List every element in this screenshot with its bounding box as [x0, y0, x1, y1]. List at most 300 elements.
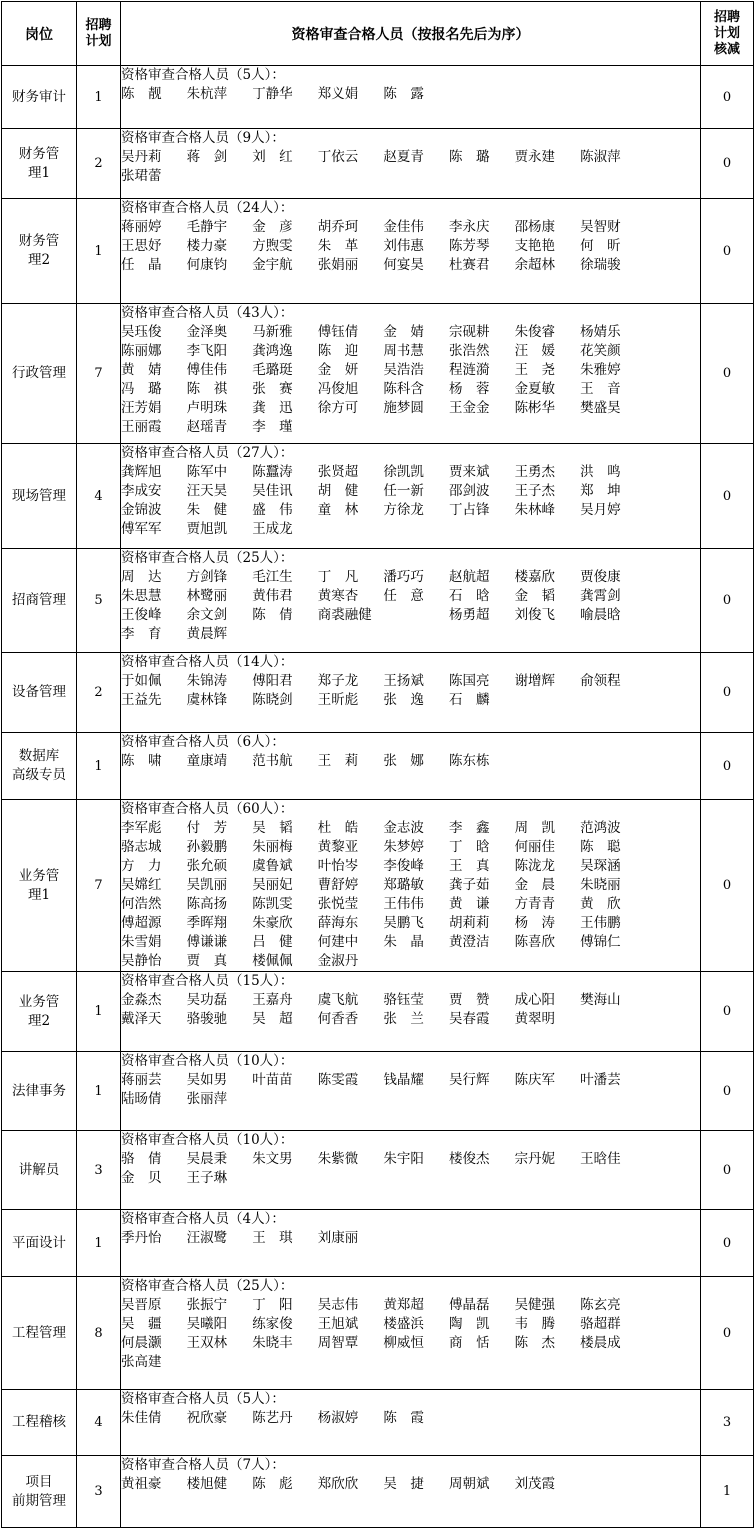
position-cell: 讲解员: [2, 1131, 77, 1210]
candidate-name: 王伟伟: [383, 896, 424, 912]
reduce-cell: 0: [701, 304, 754, 444]
reduce-cell: 3: [701, 1390, 754, 1456]
table-row: [2, 733, 754, 800]
name-list: [121, 1409, 700, 1428]
qualified-count-text: 资格审查合格人员（7人）：: [121, 1457, 285, 1473]
candidate-name: 骆志城: [121, 839, 162, 855]
candidate-name: 张娟丽: [317, 257, 359, 273]
candidate-name: 余文剑: [186, 607, 228, 623]
candidate-name: 傅谦谦: [186, 934, 228, 950]
candidate-name: 王伟鹏: [580, 915, 621, 931]
candidate-name: 吴 疆: [121, 1316, 162, 1332]
candidate-name: 王旭斌: [317, 1316, 359, 1332]
name-list: [121, 1071, 700, 1109]
candidate-name: 邵杨康: [514, 219, 556, 235]
candidate-name: 成心阳: [514, 992, 556, 1008]
table-row: [2, 653, 754, 733]
candidate-name: 周 达: [121, 569, 162, 585]
candidate-name: 洪 鸣: [580, 464, 621, 480]
candidate-name: 蒋丽婷: [121, 219, 162, 235]
candidate-name: 吴珏俊: [121, 324, 162, 340]
candidate-name: 赵航超: [448, 569, 490, 585]
table-row: [2, 972, 754, 1052]
candidate-name: 刘康丽: [317, 1230, 359, 1246]
qualified-count-text: 资格审查合格人员（6人）：: [121, 734, 285, 750]
candidate-name: 朱宇阳: [383, 1151, 424, 1167]
plan-cell: 4: [77, 444, 121, 549]
candidate-name: 杨 蓉: [448, 381, 490, 397]
candidate-name: 刘茂霞: [514, 1476, 556, 1492]
qualified-count-text: 资格审查合格人员（4人）：: [121, 1211, 285, 1227]
qualified-count-text: 资格审查合格人员（25人）：: [121, 1278, 294, 1294]
candidate-name: 盛 伟: [252, 502, 293, 518]
candidate-name: 吴晨秉: [186, 1151, 228, 1167]
qualified-list-cell: [121, 199, 701, 304]
candidate-name: 曹舒婷: [317, 877, 359, 893]
candidate-name: 李俊峰: [383, 858, 424, 874]
candidate-name: 喻晨晗: [580, 607, 621, 623]
qualified-list-cell: [121, 66, 701, 129]
candidate-name: 谢增辉: [514, 673, 556, 689]
candidate-name: 陈芳琴: [448, 238, 490, 254]
candidate-name: 傅晶磊: [448, 1297, 490, 1313]
plan-cell: 1: [77, 1052, 121, 1131]
qualified-count-text: 资格审查合格人员（60人）：: [121, 801, 294, 817]
header-plan: 招聘 计划: [77, 2, 121, 66]
candidate-name: 吴琛涵: [580, 858, 621, 874]
name-list: [121, 85, 700, 104]
candidate-name: 张 兰: [383, 1011, 424, 1027]
candidate-name: 陈 啸: [121, 753, 162, 769]
candidate-name: 王俊峰: [121, 607, 162, 623]
plan-cell: 1: [77, 199, 121, 304]
candidate-name: 汪淑鹭: [186, 1230, 228, 1246]
qualified-count-text: 资格审查合格人员（5人）：: [121, 1391, 285, 1407]
name-list: [121, 1229, 700, 1248]
candidate-name: 王金金: [448, 400, 490, 416]
position-cell: 数据库 高级专员: [2, 733, 77, 800]
candidate-name: 宗丹妮: [514, 1151, 556, 1167]
candidate-name: 傅锦仁: [580, 934, 621, 950]
candidate-name: 张贤超: [317, 464, 359, 480]
candidate-name: 朱晓丽: [580, 877, 621, 893]
candidate-name: 毛江生: [252, 569, 293, 585]
candidate-name: 吴健强: [514, 1297, 556, 1313]
candidate-name: 李成安: [121, 483, 162, 499]
candidate-name: 贾旭凯: [186, 521, 228, 537]
candidate-name: 任一新: [383, 483, 424, 499]
reduce-cell: 0: [701, 972, 754, 1052]
candidate-name: 杜 皓: [317, 820, 359, 836]
candidate-name: 黄 婧: [121, 362, 162, 378]
candidate-name: 黄 欣: [580, 896, 621, 912]
name-list: [121, 218, 700, 275]
candidate-name: 郑欣欣: [317, 1476, 359, 1492]
candidate-name: 陈喜欣: [514, 934, 556, 950]
candidate-name: 陈泷龙: [514, 858, 556, 874]
candidate-name: 黄黎亚: [317, 839, 359, 855]
candidate-name: 蒋 剑: [186, 149, 228, 165]
table-row: [2, 1052, 754, 1131]
candidate-name: 金 晨: [514, 877, 556, 893]
candidate-name: 祝欣豪: [186, 1410, 228, 1426]
candidate-name: 陈淑萍: [580, 149, 621, 165]
candidate-name: 郑子龙: [317, 673, 359, 689]
candidate-name: 陈 倩: [252, 607, 293, 623]
candidate-name: 金淑丹: [317, 953, 359, 969]
candidate-name: 张悦莹: [317, 896, 359, 912]
position-cell: 法律事务: [2, 1052, 77, 1131]
candidate-name: 徐瑞骏: [580, 257, 621, 273]
candidate-name: 余超林: [514, 257, 556, 273]
candidate-name: 朱丽梅: [252, 839, 293, 855]
candidate-name: 商裘融健: [317, 607, 372, 623]
table-row: [2, 304, 754, 444]
candidate-name: 何晨灏: [121, 1335, 162, 1351]
candidate-name: 王嘉舟: [252, 992, 293, 1008]
candidate-name: 陈军中: [186, 464, 228, 480]
candidate-name: 贾 真: [186, 953, 228, 969]
table-row: [2, 1210, 754, 1277]
qualified-count-text: 资格审查合格人员（15人）：: [121, 973, 294, 989]
candidate-name: 王丽霞: [121, 419, 162, 435]
candidate-name: 金 贝: [121, 1170, 162, 1186]
candidate-name: 郑璐敏: [383, 877, 424, 893]
candidate-name: 吴志伟: [317, 1297, 359, 1313]
candidate-name: 周书慧: [383, 343, 424, 359]
candidate-name: 骆钰莹: [383, 992, 424, 1008]
candidate-name: 龚子茹: [448, 877, 490, 893]
candidate-name: 方徐龙: [383, 502, 424, 518]
candidate-name: 黄 谦: [448, 896, 490, 912]
table-row: [2, 199, 754, 304]
candidate-name: 毛璐珽: [252, 362, 293, 378]
candidate-name: 季丹怡: [121, 1230, 162, 1246]
candidate-name: 陈 彪: [252, 1476, 293, 1492]
candidate-name: 陈 聪: [580, 839, 621, 855]
candidate-name: 吴功磊: [186, 992, 228, 1008]
candidate-name: 陈 璐: [448, 149, 490, 165]
candidate-name: 王成龙: [252, 521, 293, 537]
table-row: [2, 444, 754, 549]
name-list: [121, 1150, 700, 1188]
candidate-name: 吴如男: [186, 1072, 228, 1088]
reduce-cell: 0: [701, 1210, 754, 1277]
qualified-list-cell: [121, 129, 701, 199]
position-cell: 财务管 理1: [2, 129, 77, 199]
candidate-name: 戴泽天: [121, 1011, 162, 1027]
qualified-list-cell: [121, 1456, 701, 1528]
candidate-name: 李 育: [121, 626, 162, 642]
candidate-name: 卢明珠: [186, 400, 228, 416]
table-row: [2, 800, 754, 972]
candidate-name: 朱 晶: [383, 934, 424, 950]
candidate-name: 王子杰: [514, 483, 556, 499]
candidate-name: 楼嘉欣: [514, 569, 556, 585]
candidate-name: 陈 迎: [317, 343, 359, 359]
candidate-name: 陈国亮: [448, 673, 490, 689]
header-row: [2, 2, 754, 66]
candidate-name: 练家俊: [252, 1316, 293, 1332]
candidate-name: 何康钧: [186, 257, 228, 273]
candidate-name: 于如佩: [121, 673, 162, 689]
position-cell: 现场管理: [2, 444, 77, 549]
reduce-cell: 1: [701, 1456, 754, 1528]
candidate-name: 朱林峰: [514, 502, 556, 518]
candidate-name: 朱雪娟: [121, 934, 162, 950]
candidate-name: 陈科含: [383, 381, 424, 397]
candidate-name: 丁 阳: [252, 1297, 293, 1313]
candidate-name: 吴鹏飞: [383, 915, 424, 931]
reduce-cell: 0: [701, 66, 754, 129]
candidate-name: 陈高扬: [186, 896, 228, 912]
position-cell: 招商管理: [2, 549, 77, 653]
candidate-name: 金 妍: [317, 362, 359, 378]
candidate-name: 张 赛: [252, 381, 293, 397]
qualified-list-cell: [121, 1277, 701, 1390]
candidate-name: 吴月婷: [580, 502, 621, 518]
reduce-cell: 0: [701, 1277, 754, 1390]
position-cell: 业务管 理1: [2, 800, 77, 972]
candidate-name: 陈 露: [383, 86, 424, 102]
candidate-name: 黄郑超: [383, 1297, 424, 1313]
qualified-count-text: 资格审查合格人员（27人）：: [121, 445, 294, 461]
candidate-name: 金 彦: [252, 219, 293, 235]
name-list: [121, 148, 700, 186]
candidate-name: 贾 赞: [448, 992, 490, 1008]
candidate-name: 陈 祺: [186, 381, 228, 397]
plan-cell: 3: [77, 1131, 121, 1210]
candidate-name: 楼晨成: [580, 1335, 621, 1351]
candidate-name: 方剑锋: [186, 569, 228, 585]
candidate-name: 刘伟惠: [383, 238, 424, 254]
header-reduce: 招聘 计划 核减: [701, 2, 754, 66]
candidate-name: 吴嫦红: [121, 877, 162, 893]
candidate-name: 程涟漪: [448, 362, 490, 378]
candidate-name: 樊盛昊: [580, 400, 621, 416]
candidate-name: 龚鸿逸: [252, 343, 293, 359]
qualified-count-text: 资格审查合格人员（14人）：: [121, 654, 294, 670]
candidate-name: 张允硕: [186, 858, 228, 874]
name-list: [121, 323, 700, 437]
candidate-name: 王昕彪: [317, 692, 359, 708]
candidate-name: 胡乔珂: [317, 219, 359, 235]
candidate-name: 楼俊杰: [448, 1151, 490, 1167]
candidate-name: 王晗佳: [580, 1151, 621, 1167]
plan-cell: 2: [77, 129, 121, 199]
candidate-name: 周智覃: [317, 1335, 359, 1351]
candidate-name: 朱俊睿: [514, 324, 556, 340]
name-list: [121, 1475, 700, 1494]
candidate-name: 陈庆军: [514, 1072, 556, 1088]
candidate-name: 贾永建: [514, 149, 556, 165]
candidate-name: 朱思慧: [121, 588, 162, 604]
table-row: [2, 1456, 754, 1528]
candidate-name: 陈雯霞: [317, 1072, 359, 1088]
candidate-name: 陈东栋: [448, 753, 490, 769]
candidate-name: 韦 腾: [514, 1316, 556, 1332]
candidate-name: 楼力豪: [186, 238, 228, 254]
candidate-name: 俞领程: [580, 673, 621, 689]
table-row: [2, 549, 754, 653]
candidate-name: 李 鑫: [448, 820, 490, 836]
table-row: [2, 66, 754, 129]
candidate-name: 王双林: [186, 1335, 228, 1351]
reduce-cell: 0: [701, 444, 754, 549]
position-cell: 行政管理: [2, 304, 77, 444]
candidate-name: 陈 霞: [383, 1410, 424, 1426]
plan-cell: 1: [77, 66, 121, 129]
candidate-name: 傅阳君: [252, 673, 293, 689]
qualified-count-text: 资格审查合格人员（9人）：: [121, 130, 285, 146]
qualified-list-cell: [121, 1210, 701, 1277]
candidate-name: 周朝斌: [448, 1476, 490, 1492]
candidate-name: 薛海东: [317, 915, 359, 931]
header-list: 资格审查合格人员（按报名先后为序）: [121, 2, 701, 66]
candidate-name: 张珺蕾: [121, 168, 162, 184]
candidate-name: 赵夏青: [383, 149, 424, 165]
candidate-name: 黄寒杏: [317, 588, 359, 604]
candidate-name: 吴静怡: [121, 953, 162, 969]
candidate-name: 贾俊康: [580, 569, 621, 585]
candidate-name: 陈 杰: [514, 1335, 556, 1351]
table-row: [2, 1131, 754, 1210]
plan-cell: 1: [77, 733, 121, 800]
candidate-name: 骆超群: [580, 1316, 621, 1332]
qualified-list-cell: [121, 1131, 701, 1210]
candidate-name: 李飞阳: [186, 343, 228, 359]
candidate-name: 陈凯雯: [252, 896, 293, 912]
candidate-name: 何香香: [317, 1011, 359, 1027]
candidate-name: 王扬斌: [383, 673, 424, 689]
candidate-name: 金宇航: [252, 257, 293, 273]
candidate-name: 吴行辉: [448, 1072, 490, 1088]
candidate-name: 刘 红: [252, 149, 293, 165]
candidate-name: 张振宁: [186, 1297, 228, 1313]
candidate-name: 陈彬华: [514, 400, 556, 416]
plan-cell: 1: [77, 1210, 121, 1277]
name-list: [121, 463, 700, 539]
qualified-count-text: 资格审查合格人员（5人）：: [121, 67, 285, 83]
plan-cell: 3: [77, 1456, 121, 1528]
candidate-name: 丁依云: [317, 149, 359, 165]
position-cell: 财务管 理2: [2, 199, 77, 304]
candidate-name: 吴曦阳: [186, 1316, 228, 1332]
candidate-name: 吴浩浩: [383, 362, 424, 378]
table-row: [2, 1277, 754, 1390]
candidate-name: 丁静华: [252, 86, 293, 102]
position-cell: 工程稽核: [2, 1390, 77, 1456]
candidate-name: 杜赛君: [448, 257, 490, 273]
candidate-name: 骆骏驰: [186, 1011, 228, 1027]
candidate-name: 朱雅婷: [580, 362, 621, 378]
name-list: [121, 568, 700, 644]
candidate-name: 虞鲁斌: [252, 858, 293, 874]
candidate-name: 陈蠶涛: [252, 464, 293, 480]
candidate-name: 陆旸倩: [121, 1091, 162, 1107]
candidate-name: 金 韬: [514, 588, 556, 604]
candidate-name: 杨 涛: [514, 915, 556, 931]
candidate-name: 骆 倩: [121, 1151, 162, 1167]
candidate-name: 叶苗苗: [252, 1072, 293, 1088]
candidate-name: 范书航: [252, 753, 293, 769]
candidate-name: 黄晨辉: [186, 626, 228, 642]
qualified-count-text: 资格审查合格人员（10人）：: [121, 1132, 294, 1148]
candidate-name: 虞林锋: [186, 692, 228, 708]
candidate-name: 金 婧: [383, 324, 424, 340]
reduce-cell: 0: [701, 733, 754, 800]
candidate-name: 龚霄剑: [580, 588, 621, 604]
candidate-name: 马新雅: [252, 324, 293, 340]
position-cell: 财务审计: [2, 66, 77, 129]
candidate-name: 方煦雯: [252, 238, 293, 254]
candidate-name: 石 麟: [448, 692, 490, 708]
candidate-name: 何 昕: [580, 238, 621, 254]
plan-cell: 7: [77, 800, 121, 972]
candidate-name: 季晖翔: [186, 915, 228, 931]
qualified-list-cell: [121, 653, 701, 733]
candidate-name: 丁占锋: [448, 502, 490, 518]
candidate-name: 吴 韬: [252, 820, 293, 836]
candidate-name: 方 力: [121, 858, 162, 874]
candidate-name: 黄翠明: [514, 1011, 556, 1027]
candidate-name: 汪芳娟: [121, 400, 162, 416]
candidate-name: 黄祖豪: [121, 1476, 162, 1492]
candidate-name: 冯 璐: [121, 381, 162, 397]
plan-cell: 2: [77, 653, 121, 733]
candidate-name: 金志波: [383, 820, 424, 836]
candidate-name: 贾来斌: [448, 464, 490, 480]
candidate-name: 何浩然: [121, 896, 162, 912]
candidate-name: 陈玄亮: [580, 1297, 621, 1313]
candidate-name: 楼佩佩: [252, 953, 293, 969]
candidate-name: 孙毅鹏: [186, 839, 228, 855]
candidate-name: 蒋丽芸: [121, 1072, 162, 1088]
candidate-name: 吴凯丽: [186, 877, 228, 893]
candidate-name: 傅超源: [121, 915, 162, 931]
qualification-table: [1, 1, 754, 1528]
qualified-list-cell: [121, 800, 701, 972]
candidate-name: 柳威恒: [383, 1335, 424, 1351]
candidate-name: 朱豪欣: [252, 915, 293, 931]
reduce-cell: 0: [701, 549, 754, 653]
candidate-name: 王 莉: [317, 753, 359, 769]
candidate-name: 郑义娟: [317, 86, 359, 102]
candidate-name: 童康靖: [186, 753, 228, 769]
candidate-name: 朱 健: [186, 502, 228, 518]
candidate-name: 叶怡岑: [317, 858, 359, 874]
qualified-list-cell: [121, 972, 701, 1052]
candidate-name: 钱晶耀: [383, 1072, 424, 1088]
candidate-name: 何宴昊: [383, 257, 424, 273]
candidate-name: 毛静宇: [186, 219, 228, 235]
candidate-name: 何建中: [317, 934, 359, 950]
candidate-name: 王思妤: [121, 238, 162, 254]
candidate-name: 徐凯凯: [383, 464, 424, 480]
name-list: [121, 672, 700, 710]
candidate-name: 丁 凡: [317, 569, 359, 585]
reduce-cell: 0: [701, 129, 754, 199]
candidate-name: 胡 健: [317, 483, 359, 499]
candidate-name: 吴晋原: [121, 1297, 162, 1313]
candidate-name: 王 音: [580, 381, 621, 397]
candidate-name: 汪 媛: [514, 343, 556, 359]
candidate-name: 朱锦涛: [186, 673, 228, 689]
position-cell: 平面设计: [2, 1210, 77, 1277]
candidate-name: 丁 晗: [448, 839, 490, 855]
candidate-name: 王益先: [121, 692, 162, 708]
plan-cell: 4: [77, 1390, 121, 1456]
